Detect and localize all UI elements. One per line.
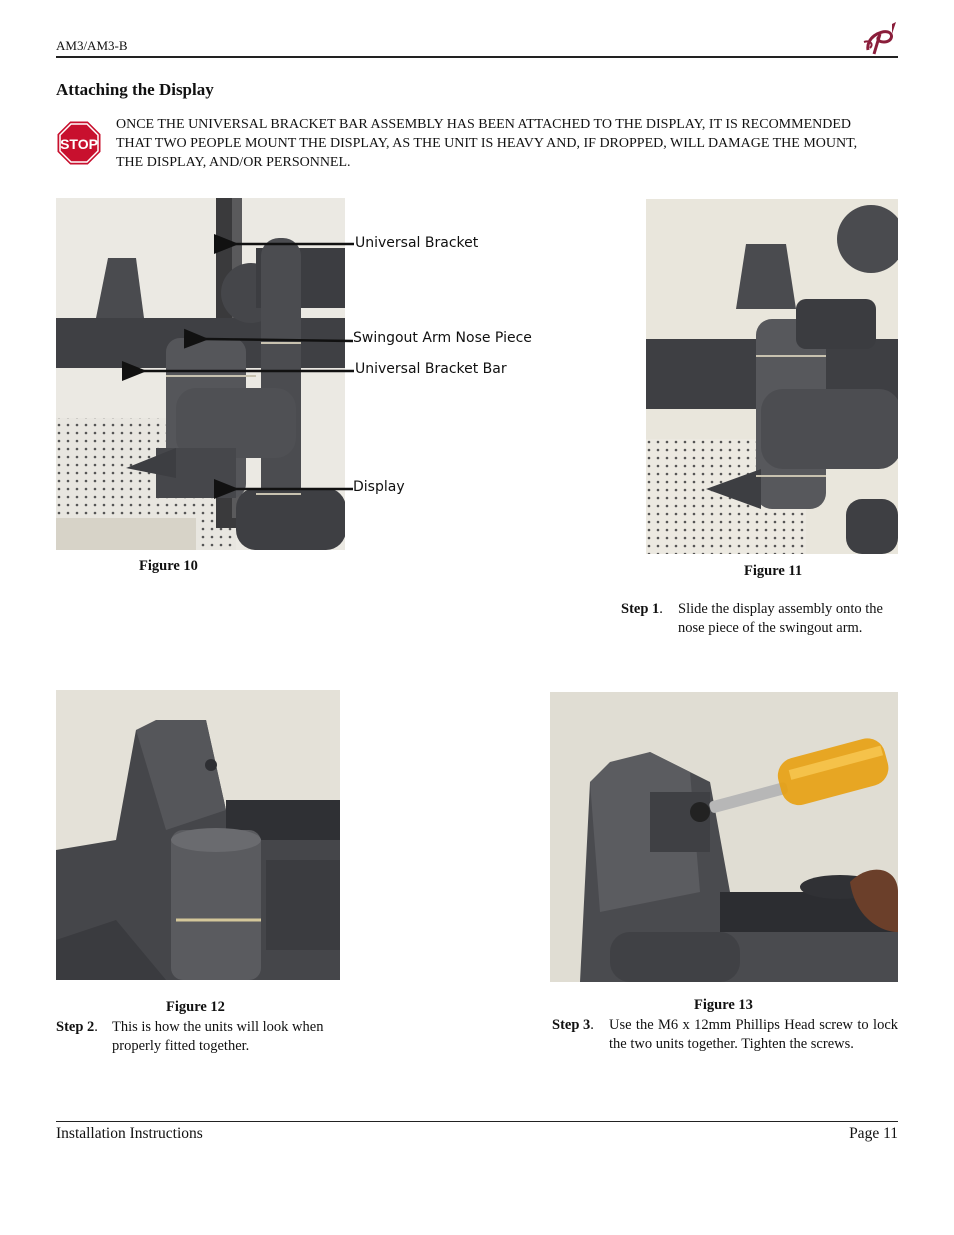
figure-13-caption: Figure 13 <box>694 997 753 1013</box>
step-1-label: Step 1. <box>621 601 663 617</box>
figure-10-caption: Figure 10 <box>139 558 198 574</box>
step-2-label: Step 2. <box>56 1019 98 1035</box>
warning-text: ONCE THE UNIVERSAL BRACKET BAR ASSEMBLY HAS BEEN ATTACHED TO THE DISPLAY, IT IS RECOMMENDED THAT TWO PEOPLE MOUNT THE DISPLAY, AS THE UNIT IS HEAVY AND, IF DROPPED, WILL DAMAGE THE MOUNT, THE DISPLAY, AND/OR PERSONNEL. <box>116 117 858 170</box>
callout-display: Display <box>353 479 405 495</box>
page-number: Page 11 <box>849 1125 898 1142</box>
step-1-text: Slide the display assembly onto the nose piece of the swingout arm. <box>678 601 883 636</box>
figure-11-photo <box>646 199 898 554</box>
step-3-label: Step 3. <box>552 1017 594 1033</box>
step-3-text: Use the M6 x 12mm Phillips Head screw to lock the two units together. Tighten the screws. <box>609 1017 898 1052</box>
section-title: Attaching the Display <box>56 80 214 99</box>
figure-12-photo <box>56 690 340 980</box>
footer-doc-title: Installation Instructions <box>56 1125 203 1142</box>
figure-12-caption: Figure 12 <box>166 999 225 1015</box>
step-2-text: This is how the units will look when properly fitted together. <box>112 1019 324 1054</box>
figure-13-photo <box>550 692 898 982</box>
model-number: AM3/AM3-B <box>56 38 128 53</box>
callout-nose-piece: Swingout Arm Nose Piece <box>353 330 532 346</box>
figure-11-caption: Figure 11 <box>744 563 803 579</box>
brand-logo <box>862 20 898 56</box>
stop-label: STOP <box>60 136 98 152</box>
header-rule <box>56 56 898 58</box>
callout-universal-bracket: Universal Bracket <box>355 235 479 251</box>
footer-rule <box>56 1121 898 1122</box>
callout-bracket-bar: Universal Bracket Bar <box>355 361 507 377</box>
figure-10-callout-arrows <box>56 198 356 550</box>
arrow-nose-piece <box>204 339 353 341</box>
stop-sign-icon <box>56 120 102 166</box>
